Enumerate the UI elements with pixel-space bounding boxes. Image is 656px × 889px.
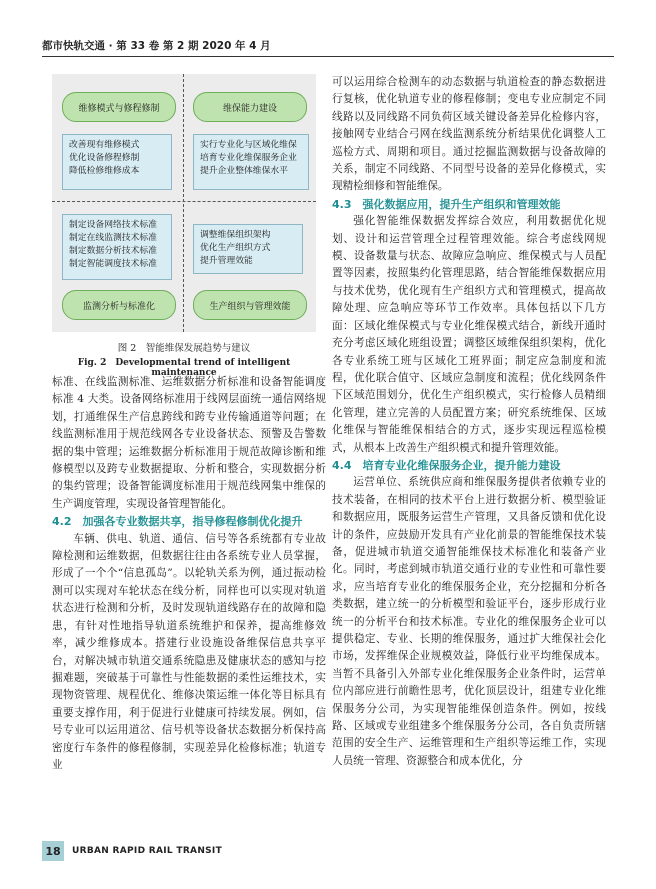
paragraph: 强化智能维保数据发挥综合效应，利用数据优化规划、设计和运营管理全过程管理效能。综合考虑线网规模、设备数量与状态、故障应急响应、维保模式与人员配置等因素，按照集约化管理思路，结合智能维保数据应用与技术优势，优化现有生产组织方式和管理模式，提高故障处理、应急响应等环节工作效率。具体包括以下几方面：区域化维保模式与专业化维保模式结合，新线开通时充分考虑区域化班组设置；调整区域维保组织架构，优化各专业系统工班与区域化工班界面；制定应急制度和流程，优化联合值守、区域应急制度和流程；优化线网条件下区域范围划分，优化生产组织模式，实行检修人员精细化管理，建立完善的人员配置方案；研究系统维保、区域化维保与智能维保相结合的方式，逐步实现远程巡检模式，从根本上改善生产组织模式和提升管理效能。 xyxy=(332,215,606,454)
pill-maintenance-mode: 维修模式与修程修制 xyxy=(62,92,176,122)
section-heading-4-3: 4.3 强化数据应用，提升生产组织和管理效能 xyxy=(332,197,561,211)
box-production-organization xyxy=(193,224,303,274)
page-number: 18 xyxy=(42,841,64,861)
box-line: 制定在线监测技术标准 xyxy=(69,233,157,243)
figure-horizontal-divider xyxy=(52,201,316,202)
right-column xyxy=(332,74,606,770)
section-heading-4-2: 4.2 加强各专业数据共享，指导修程修制优化提升 xyxy=(52,515,303,529)
box-line: 实行专业化与区域化维保 xyxy=(200,140,297,150)
box-line: 制定数据分析技术标准 xyxy=(69,246,157,256)
paragraph: 标准、在线监测标准、运维数据分析标准和设备智能调度标准 4 大类。设备网络标准用于线网层面统一通信网络规划，打通维保生产信息跨线和跨专业传输通道等问题；在线监测标准用于规范线网各专业设备状态、预警及告警数据的集中管理；运维数据分析标准用于规范故障诊断和维修模型以及跨专业数据提取、分析和整合，实现数据分析的集约管理；设备智能调度标准用于规范线网集中维保的生产调度管理，实现设备管理智能化。 xyxy=(52,376,326,510)
figure-vertical-divider xyxy=(183,74,184,332)
box-line: 培育专业化维保服务企业 xyxy=(200,153,297,163)
box-line: 提升企业整体维保水平 xyxy=(200,166,288,176)
pill-production-management: 生产组织与管理效能 xyxy=(193,290,307,320)
figure-caption-en: Fig. 2 Developmental trend of intelligent maintenance xyxy=(77,358,291,378)
running-header: 都市快轨交通 · 第 33 卷 第 2 期 2020 年 4 月 xyxy=(42,40,271,52)
pill-capability-building: 维保能力建设 xyxy=(193,92,307,122)
left-column xyxy=(52,374,326,774)
box-capability-building xyxy=(193,134,309,190)
pill-monitoring-standardization: 监测分析与标准化 xyxy=(62,290,176,320)
box-line: 制定设备网络技术标准 xyxy=(69,220,157,230)
box-line: 制定智能调度技术标准 xyxy=(69,259,157,269)
figure-caption-cn: 图 2 智能维保发展趋势与建议 xyxy=(117,343,251,354)
figure-2 xyxy=(52,74,316,332)
header-rule xyxy=(42,56,614,57)
box-line: 改善现有维修模式 xyxy=(69,140,140,150)
journal-name: URBAN RAPID RAIL TRANSIT xyxy=(72,846,223,856)
paragraph: 运营单位、系统供应商和维保服务提供者依赖专业的技术装备，在相同的技术平台上进行数据分析、模型验证和数据应用，既服务运营生产管理，又具备反馈和优化设计的条件，应鼓励开发具有产业化前景的智能维保技术装备，促进城市轨道交通智能维保技术标准化和装备产业化。同时，考虑到城市轨道交通行业的专业性和可靠性要求，应当培育专业化的维保服务企业，充分挖掘和分析各类数据，建立统一的分析模型和验证平台，逐步形成行业统一的分析平台和技术标准。专业化的维保服务企业可以提供稳定、专业、长期的维保服务，通过扩大维保社会化市场，发挥维保企业规模效益，降低行业平均维保成本。当暂不具备引入外部专业化维保服务企业条件时，运营单位内部应进行前瞻性思考，优化顶层设计，组建专业化维保服务分公司，为实现智能维保创造条件。例如，按线路、区域或专业组建多个维保服务分公司，各自负责所辖范围的安全生产、运维管理和生产组织等运维工作，实现人员统一管理、资源整合和成本优化，分 xyxy=(332,476,606,767)
box-monitoring-standards xyxy=(62,214,172,280)
box-line: 调整维保组织架构 xyxy=(200,230,271,240)
paragraph: 可以运用综合检测车的动态数据与轨道检查的静态数据进行复核，优化轨道专业的修程修制；变电专业应制定不同线路以及同线路不同负荷区域关键设备差异化检修内容，接触网专业结合弓网在线监测系统分析结果优化调整人工巡检方式、周期和项目。通过挖掘监测数据与设备故障的关系，制定不同线路、不同型号设备的差异化修模式，实现精检细修和智能维保。 xyxy=(332,76,606,193)
box-maintenance-mode xyxy=(62,134,172,190)
box-line: 提升管理效能 xyxy=(200,256,253,266)
page-footer xyxy=(42,840,222,862)
paragraph: 车辆、供电、轨道、通信、信号等各系统都有专业故障检测和运维数据，但数据往往由各系统专业人员掌握，形成了一个个“信息孤岛”。以轮轨关系为例，通过振动检测可以实现对车轮状态在线分析，同样也可以实现对轨道状态进行检测和分析，及时发现轨道线路存在的故障和隐患，有针对性地指导轨道系统维护和保养，提高维修效率，减少维修成本。搭建行业设施设备维保信息共享平台，对解决城市轨道交通系统隐患及健康状态的感知与挖掘难题，突破基于可靠性与性能数据的柔性运维技术，实现物资管理、规程优化、维修决策运维一体化等目标具有重要支撑作用，利于促进行业健康可持续发展。例如，信号专业可以运用道岔、信号机等设备状态数据分析保持高密度行车条件的修程修制，实现差异化检修标准；轨道专业 xyxy=(52,532,326,771)
section-heading-4-4: 4.4 培育专业化维保服务企业，提升能力建设 xyxy=(332,458,561,472)
box-line: 降低检修维修成本 xyxy=(69,166,140,176)
box-line: 优化生产组织方式 xyxy=(200,243,271,253)
box-line: 优化设备修程修制 xyxy=(69,153,140,163)
